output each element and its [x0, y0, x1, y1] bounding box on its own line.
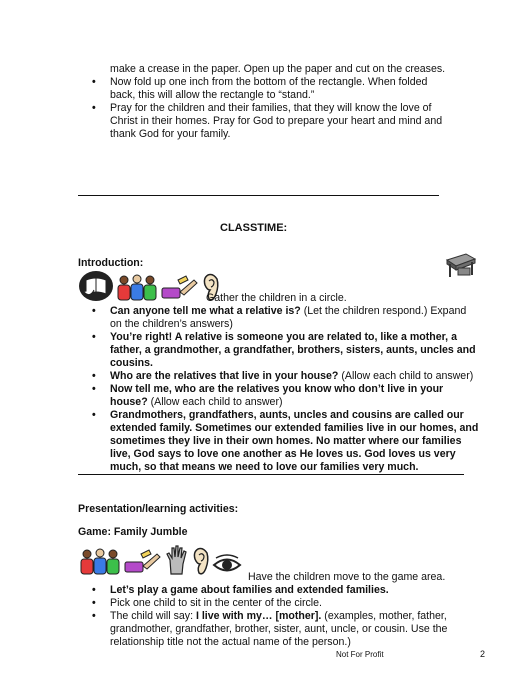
list-item: • Pray for the children and their families, that they will know the love of Christ in their homes. Pray for God to prepare your heart and mind and thank God for your family. [110, 102, 450, 141]
children-group-icon [115, 274, 159, 302]
gather-text: Gather the children in a circle. [206, 292, 347, 304]
eye-icon [212, 554, 242, 576]
intro-bullet-list [110, 305, 480, 474]
move-text: Have the children move to the game area. [248, 571, 446, 583]
divider [78, 474, 464, 475]
game-bullet-list [110, 584, 480, 649]
intro-icon-row [78, 270, 221, 302]
hand-pointer-icon [123, 548, 163, 576]
children-group-icon [78, 548, 122, 576]
list-item: • Let’s play a game about families and extended families. [110, 584, 480, 597]
classtime-heading: CLASSTIME: [220, 222, 288, 234]
footer-not-for-profit: Not For Profit [336, 650, 384, 659]
list-item: • Grandmothers, grandfathers, aunts, uncles and cousins are called our extended family. Sometimes our extended families live in our homes, and sometimes they live in their own homes. No matter where our families live, God says to love one another as He loves us. God loves us very much, so that means we need to love our families very much. [110, 409, 480, 474]
presentation-heading: Presentation/learning activities: [78, 503, 239, 515]
list-item: • Now tell me, who are the relatives you know who don’t live in your house? (Allow each child to answer) [110, 383, 480, 409]
hand-pointer-icon [160, 274, 200, 302]
desk-icon [444, 250, 478, 280]
ear-icon [191, 546, 211, 576]
list-item: • Pick one child to sit in the center of the circle. [110, 597, 480, 610]
list-item: • The child will say: I live with my… [mother]. (examples, mother, father, grandmother, grandfather, brother, sister, aunt, uncle, or cousin. Use the relationship title not the actual name of the person.) [110, 610, 480, 649]
continuation-text: make a crease in the paper. Open up the paper and cut on the creases. [110, 63, 446, 75]
list-item: • Who are the relatives that live in your house? (Allow each child to answer) [110, 370, 480, 383]
divider [78, 195, 439, 196]
page-number: 2 [480, 649, 486, 659]
list-item: • Now fold up one inch from the bottom of the rectangle. When folded back, this will allow the rectangle to “stand.” [110, 76, 450, 102]
raised-hand-icon [164, 544, 190, 576]
list-item: • You’re right! A relative is someone you are related to, like a mother, a father, a grandmother, a grandfather, brothers, sisters, aunts, uncles and cousins. [110, 331, 480, 370]
bible-icon [78, 270, 114, 302]
game-icon-row [78, 544, 242, 576]
list-item: • Can anyone tell me what a relative is? (Let the children respond.) Expand on the children’s answers) [110, 305, 480, 331]
game-heading: Game: Family Jumble [78, 526, 188, 538]
top-bullet-list [110, 76, 450, 141]
introduction-heading: Introduction: [78, 257, 144, 269]
